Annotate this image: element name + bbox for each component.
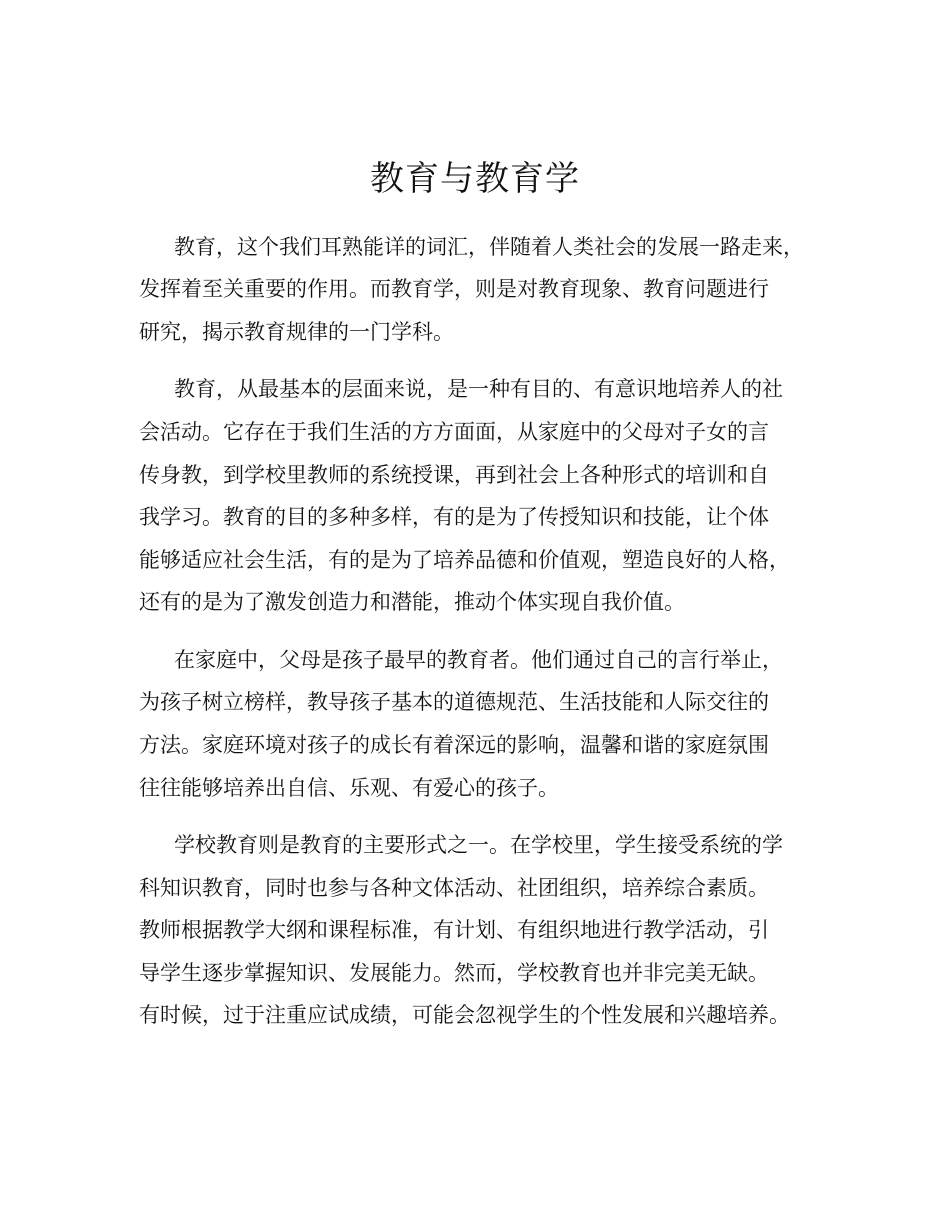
paragraph-1-line-3: 研究，揭示教育规律的一门学科。 <box>139 320 454 344</box>
paragraph-4-line-5: 有时候，过于注重应试成绩，可能会忽视学生的个性发展和兴趣培养。 <box>139 1003 790 1027</box>
paragraph-2-line-6: 还有的是为了激发创造力和潜能，推动个体实现自我价值。 <box>139 590 685 614</box>
paragraph-3-line-1: 在家庭中，父母是孩子最早的教育者。他们通过自己的言行举止， <box>174 648 783 672</box>
document-title: 教育与教育学 <box>370 159 580 199</box>
paragraph-4-line-3: 教师根据教学大纲和课程标准，有计划、有组织地进行教学活动，引 <box>139 918 769 942</box>
paragraph-1-line-1: 教育，这个我们耳熟能详的词汇，伴随着人类社会的发展一路走来， <box>174 235 804 259</box>
paragraph-4-line-4: 导学生逐步掌握知识、发展能力。然而，学校教育也并非完美无缺。 <box>139 961 769 985</box>
paragraph-2-line-1: 教育，从最基本的层面来说，是一种有目的、有意识地培养人的社 <box>174 377 783 401</box>
paragraph-3-line-2: 为孩子树立榜样，教导孩子基本的道德规范、生活技能和人际交往的 <box>139 690 769 714</box>
paragraph-4-line-1: 学校教育则是教育的主要形式之一。在学校里，学生接受系统的学 <box>174 833 783 857</box>
paragraph-4-line-2: 科知识教育，同时也参与各种文体活动、社团组织，培养综合素质。 <box>139 876 769 900</box>
paragraph-2-line-2: 会活动。它存在于我们生活的方方面面，从家庭中的父母对子女的言 <box>139 420 769 444</box>
paragraph-1-line-2: 发挥着至关重要的作用。而教育学，则是对教育现象、教育问题进行 <box>139 277 769 301</box>
paragraph-3-line-4: 往往能够培养出自信、乐观、有爱心的孩子。 <box>139 776 559 800</box>
paragraph-2-line-5: 能够适应社会生活，有的是为了培养品德和价值观，塑造良好的人格， <box>139 548 790 572</box>
paragraph-2-line-4: 我学习。教育的目的多种多样，有的是为了传授知识和技能，让个体 <box>139 505 769 529</box>
paragraph-2-line-3: 传身教，到学校里教师的系统授课，再到社会上各种形式的培训和自 <box>139 463 769 487</box>
paragraph-3-line-3: 方法。家庭环境对孩子的成长有着深远的影响，温馨和谐的家庭氛围 <box>139 733 769 757</box>
